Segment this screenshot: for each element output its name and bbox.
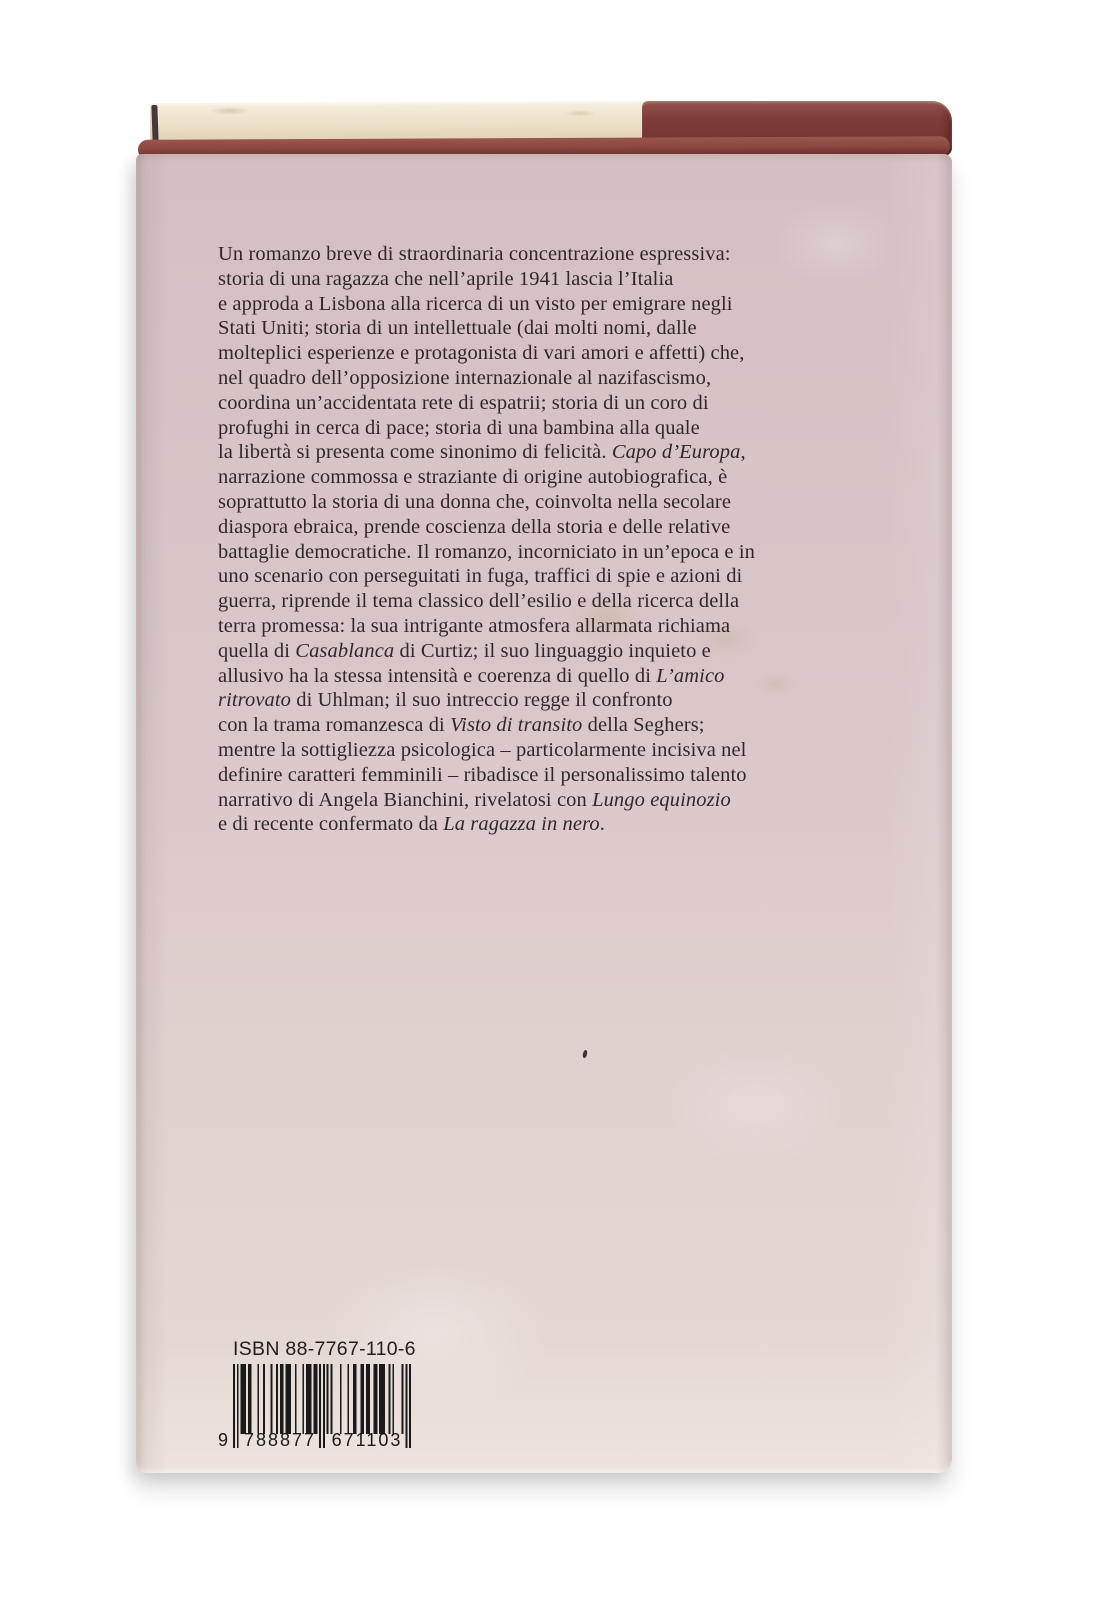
- isbn-label: ISBN 88-7767-110-6: [233, 1338, 416, 1360]
- barcode-digit-lead: 9: [218, 1430, 231, 1450]
- blurb-line: profughi in cerca di pace; storia di una bambina alla quale: [218, 416, 700, 439]
- blurb-line: allusivo ha la stessa intensità e coerenza di quello di L’amico: [218, 664, 725, 687]
- blurb-line: battaglie democratiche. Il romanzo, incorniciato in un’epoca e in: [218, 540, 755, 563]
- blurb-line: diaspora ebraica, prende coscienza della storia e delle relative: [218, 515, 731, 538]
- blurb-line: molteplici esperienze e protagonista di vari amori e affetti) che,: [218, 342, 745, 365]
- book-back-cover: [136, 98, 952, 1473]
- ink-speck: [582, 1050, 588, 1059]
- blurb: [218, 242, 755, 837]
- blurb-line: definire caratteri femminili – ribadisce il personalissimo talento: [218, 763, 747, 786]
- blurb-line: narrazione commossa e straziante di origine autobiografica, è: [218, 466, 728, 489]
- blurb-line: guerra, riprende il tema classico dell’esilio e della ricerca della: [218, 590, 740, 613]
- blurb-line: terra promessa: la sua intrigante atmosfera allarmata richiama: [218, 614, 731, 637]
- blurb-line: quella di Casablanca di Curtiz; il suo linguaggio inquieto e: [218, 639, 711, 662]
- page-edge-shadow: [151, 105, 158, 142]
- isbn-block: [218, 1338, 423, 1450]
- blurb-line: narrativo di Angela Bianchini, rivelatosi con Lungo equinozio: [218, 788, 731, 811]
- blurb-line: la libertà si presenta come sinonimo di felicità. Capo d’Europa,: [218, 441, 746, 464]
- barcode-digits-right: 671103: [331, 1430, 403, 1450]
- blurb-line: coordina un’accidentata rete di espatrii; storia di un coro di: [218, 391, 709, 414]
- blurb-line: Un romanzo breve di straordinaria concentrazione espressiva:: [218, 243, 731, 265]
- dust-jacket-back: [136, 154, 952, 1473]
- blurb-line: e approda a Lisbona alla ricerca di un visto per emigrare negli: [218, 292, 733, 315]
- blurb-line: e di recente confermato da La ragazza in nero.: [218, 813, 605, 836]
- blurb-line: mentre la sottigliezza psicologica – particolarmente incisiva nel: [218, 738, 747, 761]
- blurb-line: nel quadro dell’opposizione internazionale al nazifascismo,: [218, 366, 712, 389]
- blurb-line: ritrovato di Uhlman; il suo intreccio regge il confronto: [218, 689, 673, 712]
- blurb-line: Stati Uniti; storia di un intellettuale (dai molti nomi, dalle: [218, 317, 697, 340]
- barcode-digits-left: 788877: [243, 1430, 317, 1450]
- blurb-line: uno scenario con perseguitati in fuga, traffici di spie e azioni di: [218, 565, 743, 588]
- blurb-line: soprattutto la storia di una donna che, coinvolta nella secolare: [218, 490, 732, 513]
- ean13-barcode: [218, 1364, 411, 1450]
- blurb-line: storia di una ragazza che nell’aprile 1941 lascia l’Italia: [218, 267, 674, 290]
- blurb-line: con la trama romanzesca di Visto di transito della Seghers;: [218, 714, 705, 737]
